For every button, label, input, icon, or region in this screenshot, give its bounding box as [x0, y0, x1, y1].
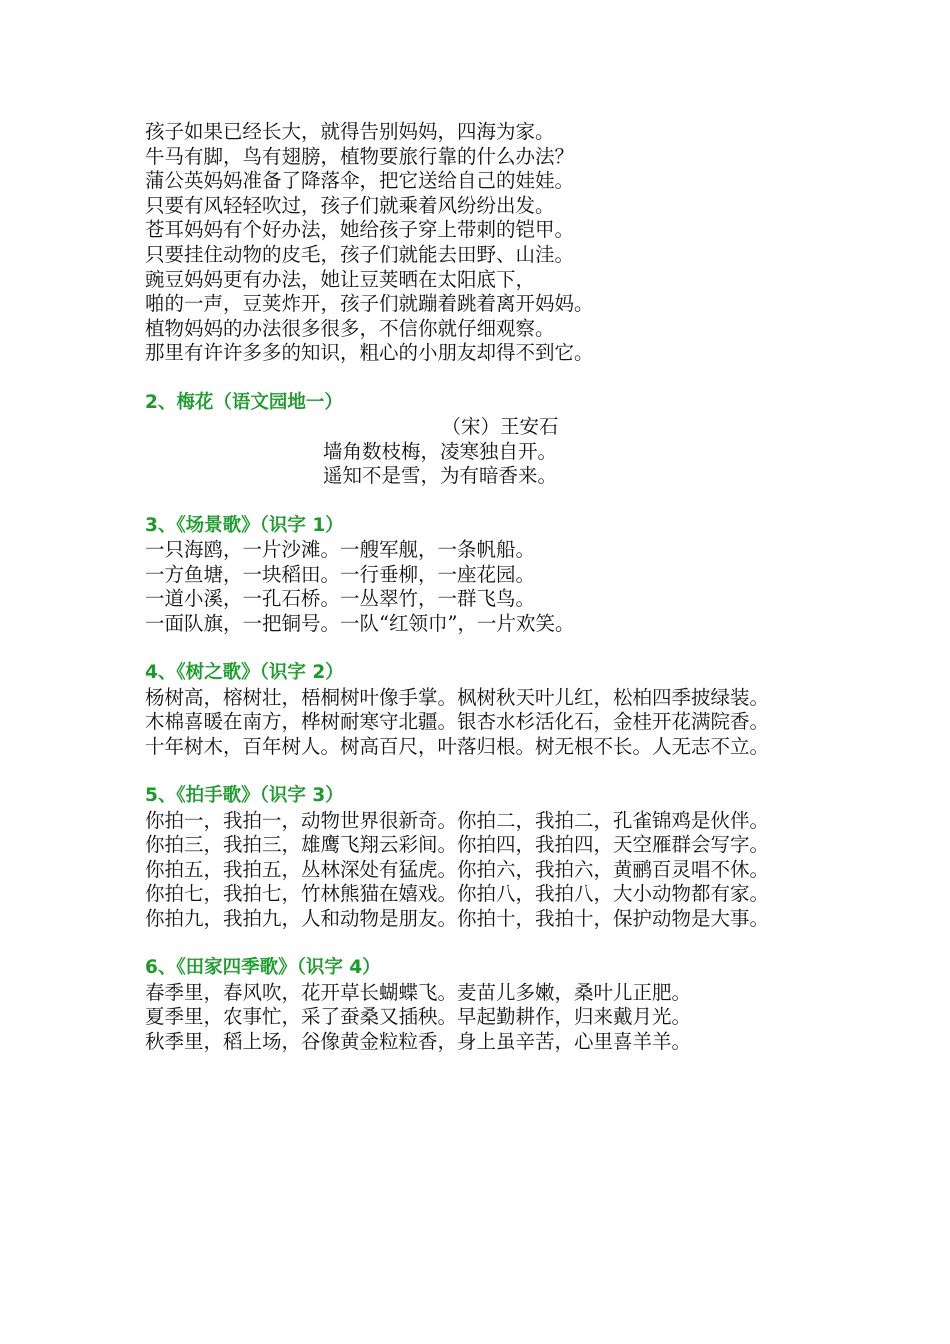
section-1-poem	[145, 120, 835, 366]
poem-line: 一方鱼塘，一块稻田。一行垂柳，一座花园。	[145, 562, 536, 586]
poem-paragraph: 你拍九，我拍九，人和动物是朋友。你拍十，我拍十，保护动物是大事。	[145, 907, 770, 930]
poem-line: 一面队旗，一把铜号。一队“红领巾”，一片欢笑。	[145, 611, 575, 635]
poem-paragraph: 杨树高，榕树壮，梧桐树叶像手掌。枫树秋天叶儿红，松柏四季披绿装。	[145, 685, 770, 709]
section-heading: 3、《场景歌》（识字 1）	[145, 514, 344, 536]
poem-line: 墙角数枝梅，凌寒独自开。	[322, 439, 557, 463]
section-2-plum-blossom	[145, 391, 835, 489]
section-heading: 2、梅花（语文园地一）	[145, 391, 343, 413]
section-heading: 4、《树之歌》（识字 2）	[145, 662, 344, 684]
poem-line: 牛马有脚，鸟有翅膀，植物要旅行靠的什么办法？	[145, 144, 575, 168]
poem-line: 一只海鸥，一片沙滩。一艘军舰，一条帆船。	[145, 538, 536, 562]
poem-line: 只要挂住动物的皮毛，孩子们就能去田野、山洼。	[145, 242, 575, 266]
poem-paragraph: 十年树木，百年树人。树高百尺，叶落归根。树无根不长。人无志不立。	[145, 734, 770, 758]
section-4-tree-song	[145, 661, 835, 759]
spacer	[145, 759, 835, 784]
section-5-clapping-song	[145, 784, 835, 932]
poem-line: 夏季里，农事忙，采了蚕桑又插秧。早起勤耕作，归来戴月光。	[145, 1005, 692, 1029]
poem-author: （宋）王安石	[441, 415, 559, 439]
poem-line: 那里有许许多多的知识，粗心的小朋友却得不到它。	[145, 341, 594, 365]
section-6-farm-seasons-song	[145, 956, 835, 1054]
poem-line: 只要有风轻轻吹过，孩子们就乘着风纷纷出发。	[145, 193, 555, 217]
spacer	[145, 932, 835, 957]
poem-paragraph: 木棉喜暖在南方，桦树耐寒守北疆。银杏水杉活化石，金桂开花满院香。	[145, 710, 770, 734]
poem-line: 一道小溪，一孔石桥。一丛翠竹，一群飞鸟。	[145, 587, 536, 611]
section-heading: 5、《拍手歌》（识字 3）	[145, 785, 344, 807]
poem-paragraph: 你拍七，我拍七，竹林熊猫在嬉戏。你拍八，我拍八，大小动物都有家。	[145, 882, 770, 906]
poem-line: 蒲公英妈妈准备了降落伞，把它送给自己的娃娃。	[145, 169, 575, 193]
poem-paragraph: 你拍一，我拍一，动物世界很新奇。你拍二，我拍二，孔雀锦鸡是伙伴。	[145, 808, 770, 832]
spacer	[145, 636, 835, 661]
poem-paragraph: 你拍三，我拍三，雄鹰飞翔云彩间。你拍四，我拍四，天空雁群会写字。	[145, 833, 770, 857]
poem-line: 豌豆妈妈更有办法，她让豆荚晒在太阳底下，	[145, 267, 536, 291]
poem-line: 秋季里，稻上场，谷像黄金粒粒香，身上虽辛苦，心里喜羊羊。	[145, 1029, 692, 1053]
poem-line: 春季里，春风吹，花开草长蝴蝶飞。麦苗儿多嫩，桑叶儿正肥。	[145, 980, 692, 1004]
poem-paragraph: 你拍五，我拍五，丛林深处有猛虎。你拍六，我拍六，黄鹂百灵唱不休。	[145, 857, 770, 881]
section-heading: 6、《田家四季歌》（识字 4）	[145, 957, 381, 979]
poem-line: 孩子如果已经长大，就得告别妈妈，四海为家。	[145, 120, 555, 143]
poem-line: 植物妈妈的办法很多很多，不信你就仔细观察。	[145, 316, 555, 340]
poem-line: 啪的一声，豆荚炸开，孩子们就蹦着跳着离开妈妈。	[145, 292, 594, 316]
poem-line: 苍耳妈妈有个好办法，她给孩子穿上带刺的铠甲。	[145, 218, 575, 242]
spacer	[145, 366, 835, 391]
poem-line: 遥知不是雪，为有暗香来。	[322, 464, 557, 488]
document-page	[145, 120, 835, 1055]
spacer	[145, 489, 835, 514]
section-3-scene-song	[145, 514, 835, 637]
